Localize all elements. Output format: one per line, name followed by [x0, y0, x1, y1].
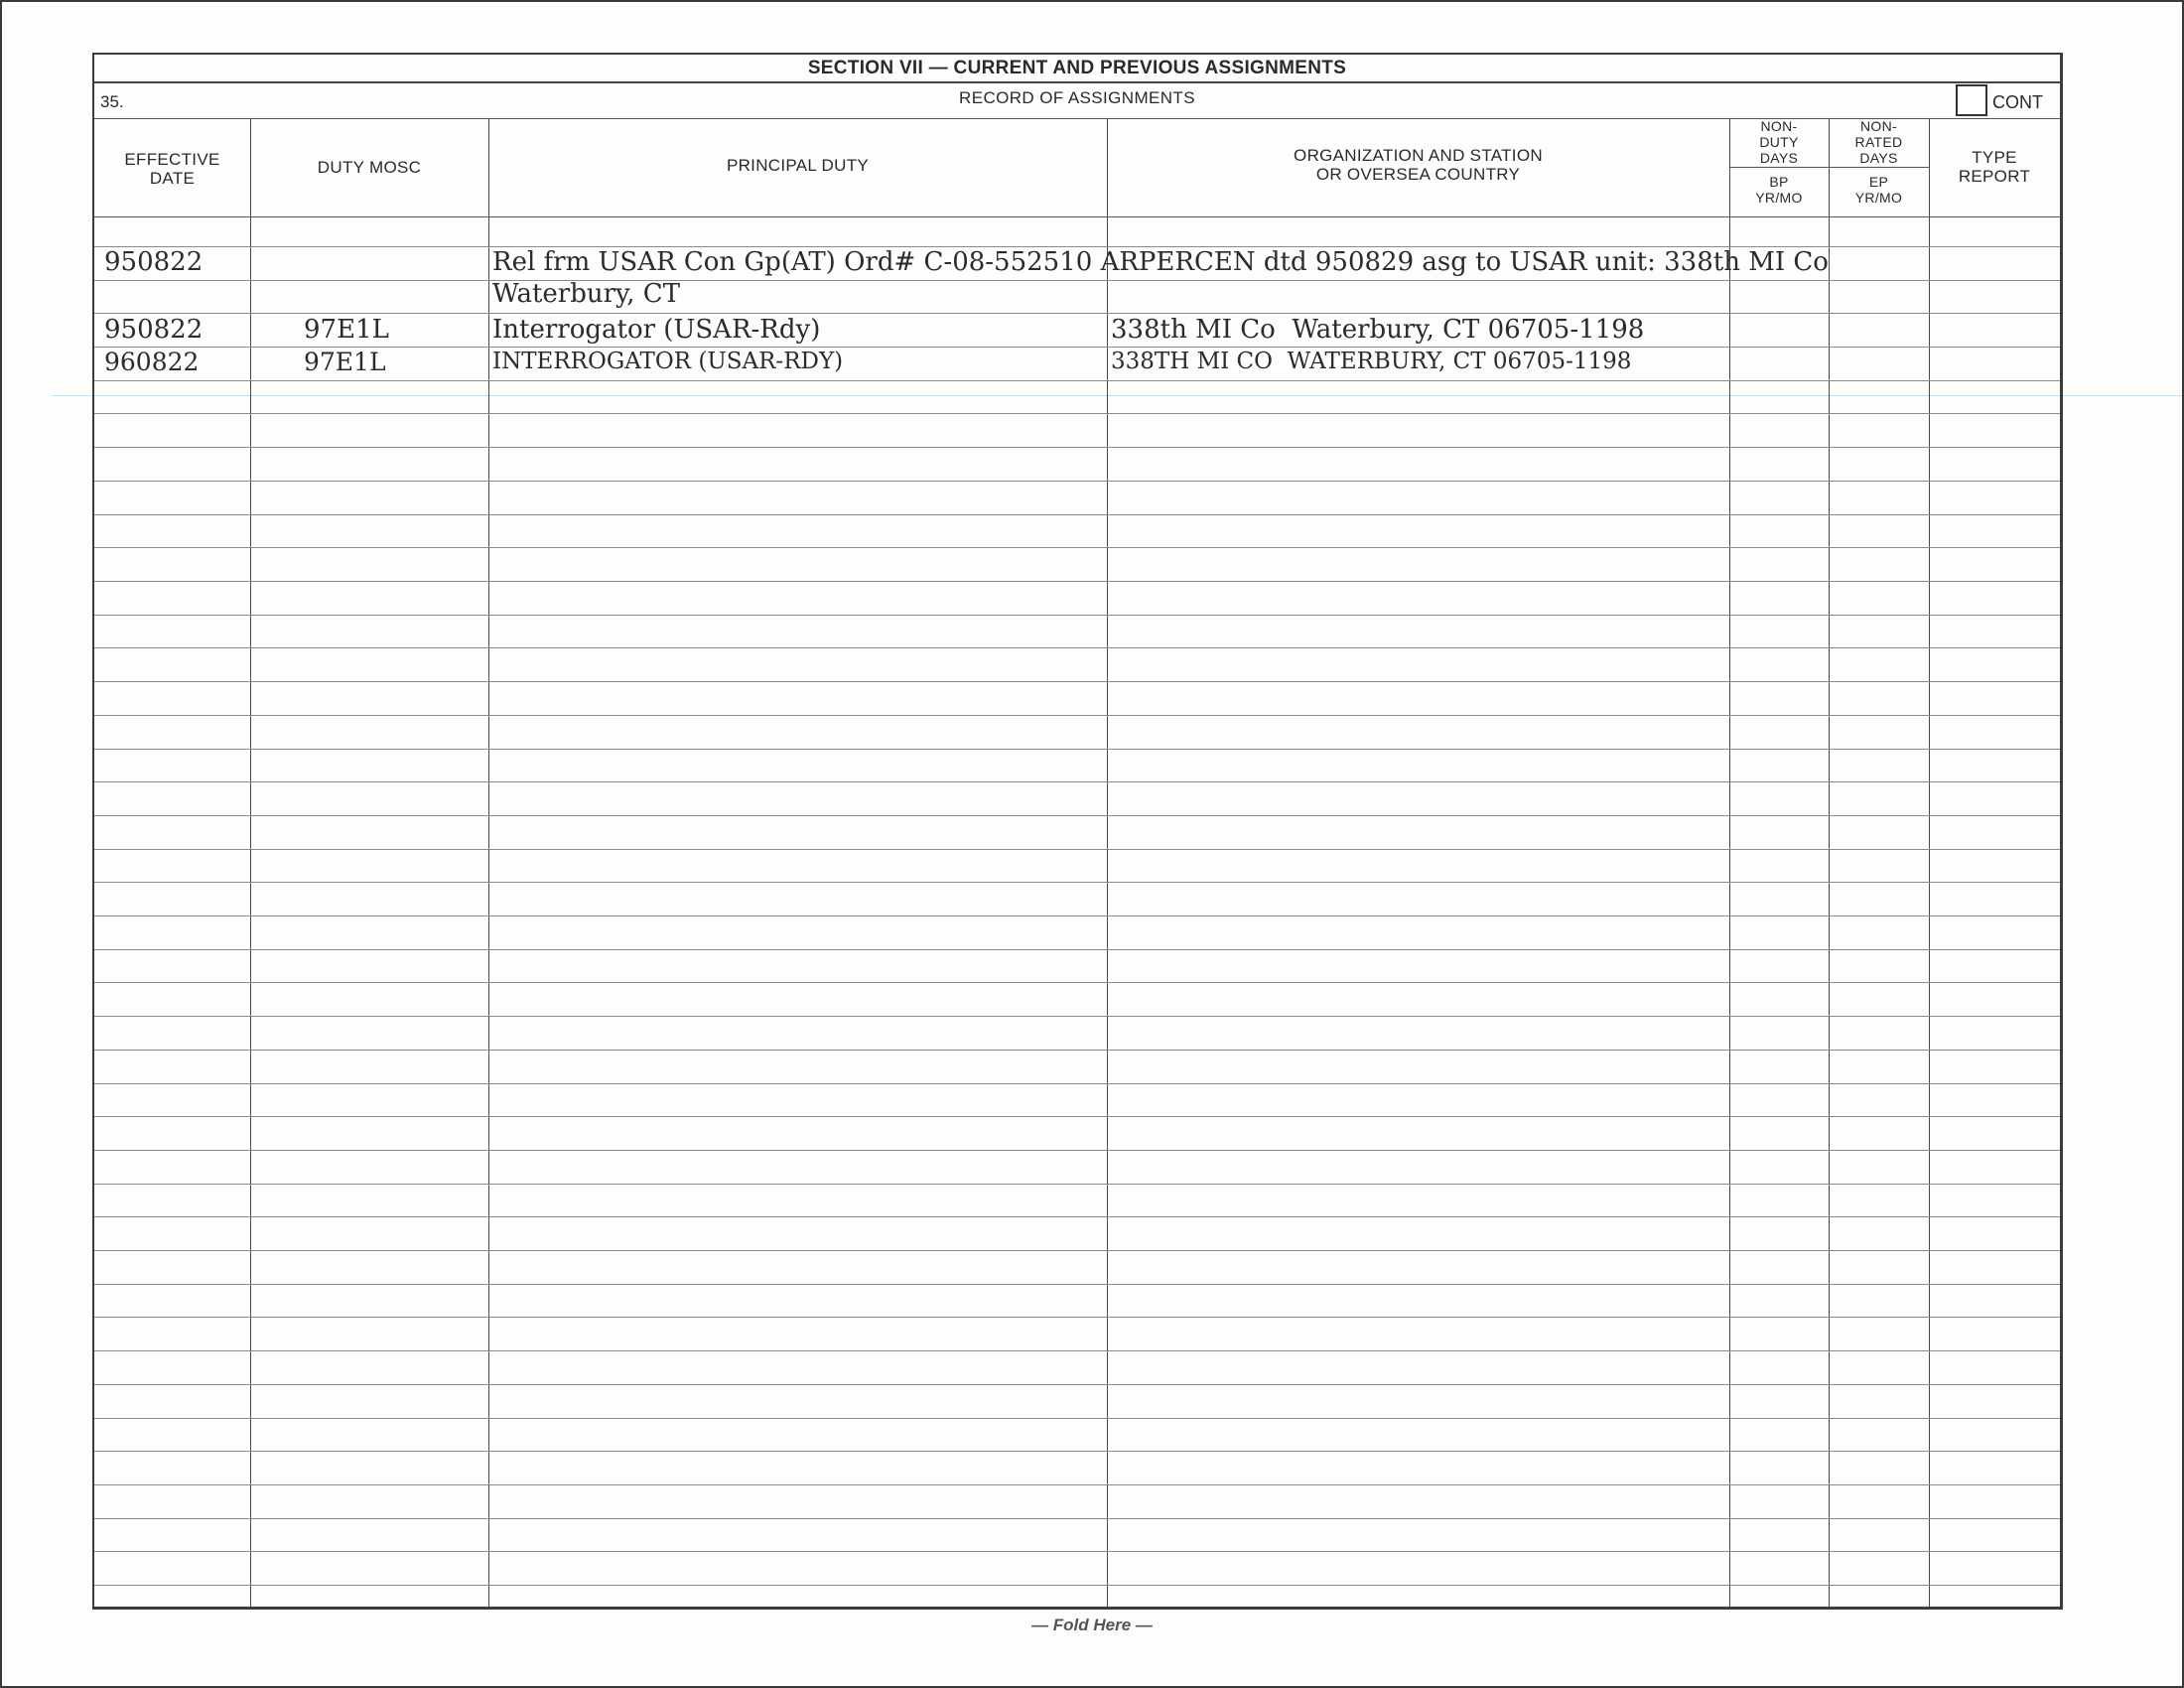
ruled-line — [94, 1250, 2060, 1251]
entry-organization: 338TH MI CO WATERBURY, CT 06705-1198 — [1111, 349, 1632, 374]
ruled-line — [94, 1116, 2060, 1117]
entry-principal-duty: INTERROGATOR (USAR-RDY) — [492, 349, 844, 374]
header-organization-station: ORGANIZATION AND STATION OR OVERSEA COUNTRY — [1294, 146, 1543, 184]
ruled-line — [94, 1150, 2060, 1151]
header-sub-divider — [1729, 167, 1929, 168]
section-title: SECTION VII — CURRENT AND PREVIOUS ASSIGNMENTS — [807, 58, 1347, 78]
ruled-line — [94, 647, 2060, 648]
ruled-line — [94, 1350, 2060, 1351]
header-duty-mosc: DUTY MOSC — [317, 158, 422, 177]
ruled-line — [94, 1284, 2060, 1285]
header-non-duty-days: NON- DUTY DAYS — [1759, 118, 1799, 166]
ruled-line — [94, 547, 2060, 548]
header-principal-duty: PRINCIPAL DUTY — [726, 156, 870, 175]
header-ep-yrmo: EP YR/MO — [1854, 174, 1903, 206]
entry-duty-mosc: 97E1L — [304, 315, 389, 345]
section-divider — [94, 81, 2060, 83]
ruled-line — [94, 1451, 2060, 1452]
ruled-line — [94, 1050, 2060, 1051]
ruled-line — [94, 581, 2060, 582]
fold-here-label: — Fold Here — — [1031, 1616, 1153, 1634]
ruled-line — [94, 882, 2060, 883]
header-effective-date: EFFECTIVE DATE — [124, 150, 220, 188]
header-type-report: TYPE REPORT — [1958, 148, 2031, 186]
header-non-rated-days: NON- RATED DAYS — [1854, 118, 1903, 166]
ruled-line — [94, 347, 2060, 348]
ruled-line — [94, 715, 2060, 716]
ruled-line — [94, 749, 2060, 750]
record-of-assignments-form — [92, 53, 2063, 1610]
entry-principal-duty: Interrogator (USAR-Rdy) — [492, 315, 821, 345]
ruled-line — [94, 447, 2060, 448]
entry-effective-date: 950822 — [104, 315, 204, 345]
ruled-line — [94, 1418, 2060, 1419]
ruled-line — [94, 413, 2060, 414]
ruled-line — [94, 781, 2060, 782]
ruled-line — [94, 1585, 2060, 1586]
ruled-line — [94, 514, 2060, 515]
header-bottom-rule — [94, 216, 2060, 217]
ruled-line — [94, 949, 2060, 950]
ruled-line — [94, 615, 2060, 616]
entry-effective-date: 950822 — [104, 247, 204, 277]
entry-continuation: Waterbury, CT — [492, 279, 681, 309]
ruled-line — [94, 1216, 2060, 1217]
ruled-line — [94, 313, 2060, 314]
cont-label: CONT — [1992, 92, 2043, 112]
ruled-line — [94, 280, 2060, 281]
ruled-line — [94, 1484, 2060, 1485]
ruled-line — [94, 1384, 2060, 1385]
ruled-line — [94, 915, 2060, 916]
ruled-line — [94, 1083, 2060, 1084]
ruled-line — [94, 1016, 2060, 1017]
ruled-line — [94, 815, 2060, 816]
entry-principal-duty: Rel frm USAR Con Gp(AT) Ord# C-08-552510 ARPERCEN dtd 950829 asg to USAR unit: 338th MI Co — [492, 247, 1829, 277]
entry-duty-mosc: 97E1L — [304, 348, 386, 376]
ruled-line — [94, 681, 2060, 682]
header-bp-yrmo: BP YR/MO — [1755, 174, 1803, 206]
ruled-line — [94, 1518, 2060, 1519]
item-number: 35. — [100, 92, 124, 111]
cont-checkbox[interactable] — [1956, 84, 1987, 116]
ruled-line — [94, 1551, 2060, 1552]
entry-effective-date: 960822 — [104, 348, 200, 376]
entry-organization: 338th MI Co Waterbury, CT 06705-1198 — [1111, 315, 1645, 345]
ruled-line — [94, 849, 2060, 850]
record-title: RECORD OF ASSIGNMENTS — [959, 88, 1195, 107]
ruled-line — [94, 380, 2060, 381]
ruled-line — [94, 1317, 2060, 1318]
ruled-line — [94, 481, 2060, 482]
ruled-line — [94, 1184, 2060, 1185]
ruled-line — [94, 982, 2060, 983]
